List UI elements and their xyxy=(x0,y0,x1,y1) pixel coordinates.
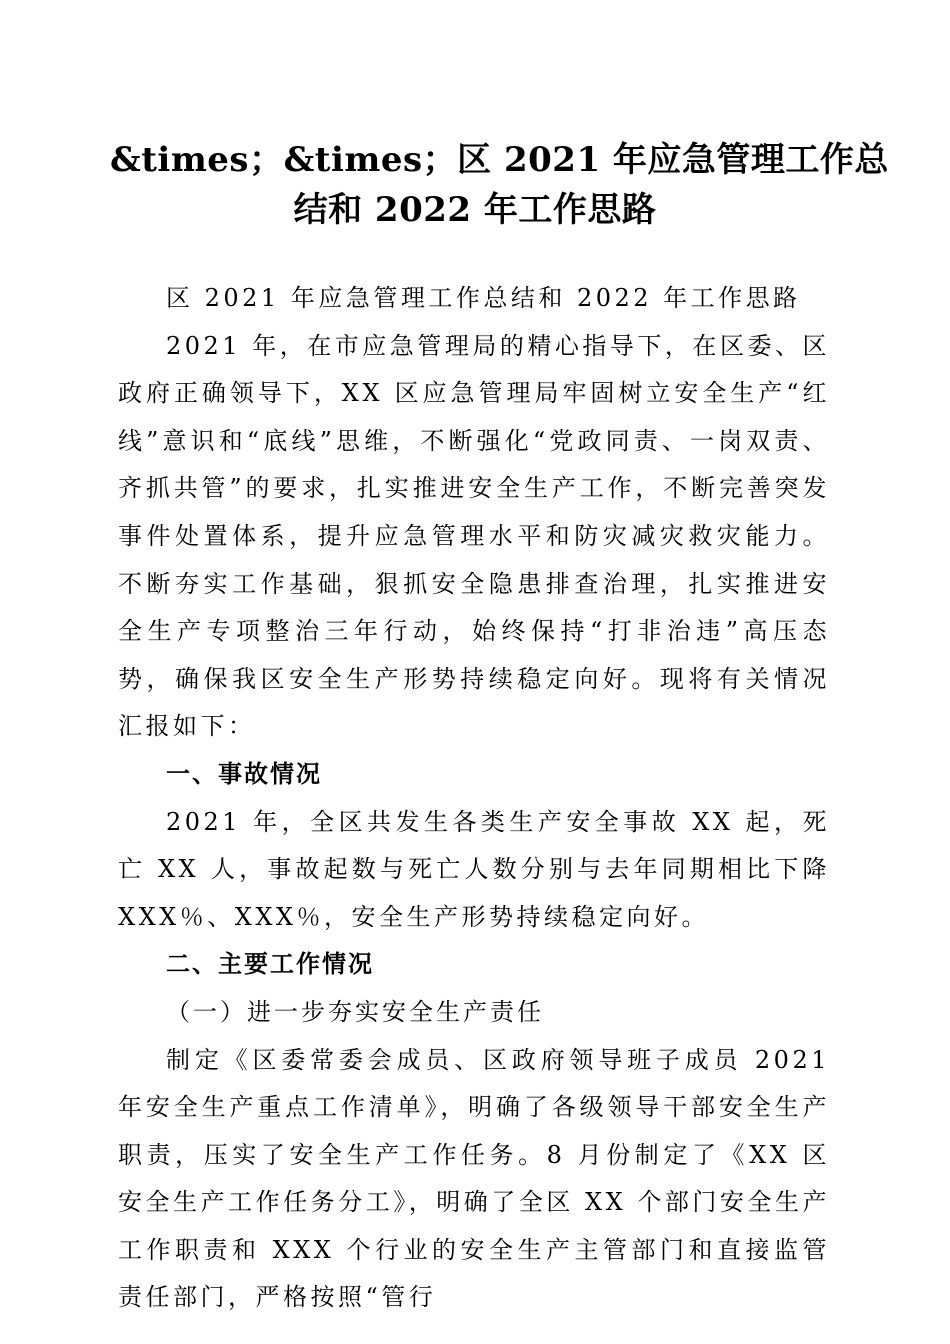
subsection-heading-responsibility: （一）进一步夯实安全生产责任 xyxy=(166,997,544,1026)
document-title xyxy=(110,135,889,235)
paragraph-subtitle: 区 2021 年应急管理工作总结和 2022 年工作思路 xyxy=(166,284,801,312)
document-body xyxy=(118,275,830,1322)
paragraph-intro: 2021 年，在市应急管理局的精心指导下，在区委、区政府正确领导下，XX 区应急管理局牢固树立安全生产“红线”意识和“底线”思维，不断强化“党政同责、一岗双责、齐抓共管”的要求，扎实推进安全生产工作，不断完善突发事件处置体系，提升应急管理水平和防灾减灾救灾能力。不断夯实工作基础，狠抓安全隐患排查治理，扎实推进安全生产专项整治三年行动，始终保持“打非治违”高压态势，确保我区安全生产形势持续稳定向好。现将有关情况汇报如下： xyxy=(118,331,830,741)
section-heading-accidents: 一、事故情况 xyxy=(166,759,322,788)
section-heading-main-work: 二、主要工作情况 xyxy=(166,950,374,979)
title-line-2: 结和 2022 年工作思路 xyxy=(293,190,657,230)
paragraph-responsibility: 制定《区委常委会成员、区政府领导班子成员 2021 年安全生产重点工作清单》，明确了各级领导干部安全生产职责，压实了安全生产工作任务。8 月份制定了《XX 区安全生产工作任务分工》，明确了全区 XX 个部门安全生产工作职责和 XXX 个行业的安全生产主管部门和直接监管责任部门，严格按照“管行 xyxy=(118,1045,830,1312)
paragraph-accidents: 2021 年，全区共发生各类生产安全事故 XX 起，死亡 XX 人，事故起数与死亡人数分别与去年同期相比下降 XXX％、XXX％，安全生产形势持续稳定向好。 xyxy=(118,807,830,931)
title-line-1: &times；&times；区 2021 年应急管理工作总 xyxy=(110,140,889,180)
